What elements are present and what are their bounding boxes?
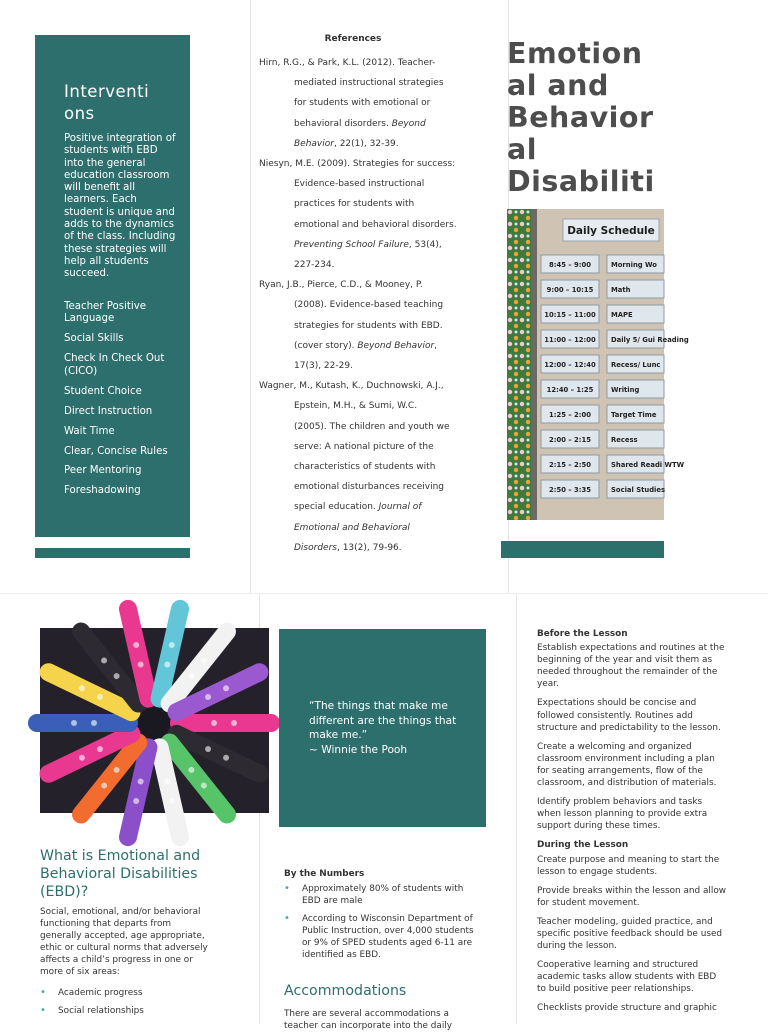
reference-line: (cover story). Beyond Behavior, bbox=[294, 340, 438, 351]
reference-line: Ryan, J.B., Pierce, C.D., & Mooney, P. bbox=[259, 280, 423, 291]
ebd-definition: Social, emotional, and/or behavioral functioning that departs from generally accepted, age appropriate, ethic or cultural norms that adversely affects a child’s progress in one or more of six areas: bbox=[40, 907, 208, 978]
reference-line: Epstein, M.H., & Sumi, W.C. bbox=[294, 401, 418, 412]
quote-text: “The things that make me different are the things that make me.” bbox=[309, 700, 457, 741]
reference-line: 17(3), 22-29. bbox=[294, 361, 353, 372]
intervention-item: Foreshadowing bbox=[64, 485, 141, 497]
reference-line: Evidence-based instructional bbox=[294, 179, 425, 190]
intervention-item: Direct Instruction bbox=[64, 405, 153, 417]
schedule-time: 12:40 – 1:25 bbox=[546, 386, 594, 394]
intervention-item: Clear, Concise Rules bbox=[64, 445, 168, 457]
before-lesson-heading: Before the Lesson bbox=[537, 629, 628, 639]
references-list bbox=[259, 53, 489, 558]
reference-line: emotional disturbances receiving bbox=[294, 482, 444, 493]
schedule-time: 2:00 – 2:15 bbox=[549, 436, 591, 444]
accommodations-text: There are several accommodations a teacher can incorporate into the daily bbox=[284, 1009, 453, 1032]
numbers-item: • Approximately 80% of students with EBD are male bbox=[284, 883, 474, 907]
interventions-list bbox=[64, 301, 184, 505]
reference-line: Disorders, 13(2), 79-96. bbox=[294, 542, 402, 553]
reference-line: (2005). The children and youth we bbox=[294, 421, 450, 432]
page-divider bbox=[0, 593, 768, 594]
reference-line: Niesyn, M.E. (2009). Strategies for success: bbox=[259, 159, 456, 170]
reference-line: for students with emotional or bbox=[294, 98, 431, 109]
reference-line: Emotional and Behavioral bbox=[294, 522, 410, 533]
schedule-activity: Math bbox=[611, 286, 631, 294]
schedule-time: 12:00 – 12:40 bbox=[544, 361, 596, 369]
ebd-area-item: • Social relationships bbox=[40, 1005, 230, 1017]
during-lesson-heading: During the Lesson bbox=[537, 840, 629, 851]
reference-entry bbox=[259, 376, 489, 558]
reference-line: mediated instructional strategies bbox=[294, 78, 444, 89]
quote-panel bbox=[279, 629, 486, 827]
teal-accent-bar bbox=[501, 541, 664, 558]
title-line: Emotion bbox=[507, 37, 643, 70]
schedule-time: 2:15 – 2:50 bbox=[549, 461, 591, 469]
references-section bbox=[259, 34, 489, 558]
schedule-time: 11:00 – 12:00 bbox=[544, 336, 596, 344]
before-lesson-item: Identify problem behaviors and tasks when lesson planning to provide extra support during these times. bbox=[537, 797, 708, 832]
lesson-section bbox=[537, 628, 727, 1022]
schedule-activity: Morning Wo bbox=[611, 261, 657, 269]
interventions-title: Interventi ons bbox=[64, 82, 150, 123]
interventions-panel bbox=[35, 35, 190, 537]
intervention-item: Wait Time bbox=[64, 425, 115, 437]
colorful-socks-photo bbox=[40, 628, 269, 813]
ebd-area-item: • Academic progress bbox=[40, 987, 230, 999]
title-line: al bbox=[507, 133, 538, 166]
title-line: Disabiliti bbox=[507, 165, 655, 198]
schedule-activity: Daily 5/ Gui Reading bbox=[611, 336, 689, 344]
during-lesson-item: Checklists provide structure and graphic bbox=[537, 1003, 717, 1014]
reference-line: emotional and behavioral disorders. bbox=[294, 219, 457, 230]
reference-line: Wagner, M., Kutash, K., Duchnowski, A.J., bbox=[259, 381, 444, 392]
reference-entry bbox=[259, 275, 489, 376]
numbers-heading: By the Numbers bbox=[284, 869, 365, 879]
intervention-item: Social Skills bbox=[64, 333, 124, 345]
schedule-time: 10:15 – 11:00 bbox=[544, 311, 596, 319]
ebd-heading: What is Emotional and Behavioral Disabilities (EBD)? bbox=[40, 848, 201, 900]
reference-line: Behavior, 22(1), 32-39. bbox=[294, 138, 399, 149]
brochure-title bbox=[507, 38, 667, 198]
schedule-time: 8:45 – 9:00 bbox=[549, 261, 591, 269]
during-lesson-list bbox=[537, 854, 727, 1015]
references-heading: References bbox=[324, 34, 382, 44]
page-fold-line bbox=[250, 0, 251, 593]
schedule-time: 1:25 – 2:00 bbox=[549, 411, 591, 419]
title-line: al and bbox=[507, 69, 609, 102]
reference-line: characteristics of students with bbox=[294, 462, 436, 473]
schedule-activity: Writing bbox=[611, 386, 640, 394]
interventions-intro: Positive integration of students with EBD into the general education classroom will benefit all learners. Each student is unique and adds to the dynamics of the class. Including these strategies will help all students succeed. bbox=[64, 133, 176, 280]
reference-line: serve: A national picture of the bbox=[294, 441, 434, 452]
schedule-activity: Recess/ Lunc bbox=[611, 361, 661, 369]
reference-line: Hirn, R.G., & Park, K.L. (2012). Teacher- bbox=[259, 58, 436, 68]
before-lesson-item: Create a welcoming and organized classroom environment including a plan for seating arrangements, flow of the classroom, and distribution of materials. bbox=[537, 741, 717, 789]
schedule-activity: Social Studies bbox=[611, 486, 666, 494]
during-lesson-item: Cooperative learning and structured academic tasks allow students with EBD to build positive peer relationships. bbox=[537, 960, 717, 995]
reference-line: (2008). Evidence-based teaching bbox=[294, 300, 444, 311]
schedule-activity: Recess bbox=[611, 436, 638, 444]
schedule-time: 2:50 – 3:35 bbox=[549, 486, 591, 494]
during-lesson-item: Create purpose and meaning to start the lesson to engage students. bbox=[537, 854, 720, 877]
numbers-item: • According to Wisconsin Department of Public Instruction, over 4,000 students or 9% of SPED students aged 6-11 are identified as EBD. bbox=[284, 913, 474, 961]
reference-line: strategies for students with EBD. bbox=[294, 320, 443, 331]
accommodations-heading: Accommodations bbox=[284, 983, 407, 999]
intervention-item: Student Choice bbox=[64, 385, 142, 397]
schedule-activity: Shared Readi WTW bbox=[611, 461, 685, 469]
reference-entry bbox=[259, 53, 489, 154]
reference-line: behavioral disorders. Beyond bbox=[294, 118, 426, 129]
schedule-heading: Daily Schedule bbox=[567, 225, 655, 237]
schedule-time: 9:00 – 10:15 bbox=[546, 286, 594, 294]
quote-author: ~ Winnie the Pooh bbox=[309, 743, 408, 756]
reference-line: Preventing School Failure, 53(4), bbox=[294, 239, 442, 250]
page-fold-line bbox=[516, 593, 517, 1024]
ebd-areas-list bbox=[40, 987, 230, 1023]
before-lesson-list bbox=[537, 642, 727, 832]
teal-accent-bar bbox=[35, 548, 190, 558]
before-lesson-item: Establish expectations and routines at the beginning of the year and visit them as needed throughout the remainder of the year. bbox=[537, 643, 725, 690]
during-lesson-item: Provide breaks within the lesson and allow for student movement. bbox=[537, 885, 727, 908]
reference-line: 227-234. bbox=[294, 260, 335, 271]
before-lesson-item: Expectations should be concise and followed consistently. Routines add structure and predictability to the lesson. bbox=[537, 698, 721, 733]
during-lesson-item: Teacher modeling, guided practice, and specific positive feedback should be used during the lesson. bbox=[537, 916, 723, 952]
numbers-list bbox=[284, 883, 474, 968]
reference-line: special education. Journal of bbox=[294, 502, 422, 513]
intervention-item: Peer Mentoring bbox=[64, 465, 142, 477]
schedule-activity: Target Time bbox=[611, 411, 657, 419]
intervention-item: Check In Check Out (CICO) bbox=[64, 353, 165, 377]
schedule-activity: MAPE bbox=[611, 311, 633, 319]
reference-line: practices for students with bbox=[294, 199, 415, 210]
daily-schedule-photo bbox=[507, 209, 689, 520]
title-line: Behavior bbox=[507, 101, 654, 134]
reference-entry bbox=[259, 154, 489, 275]
intervention-item: Teacher Positive Language bbox=[64, 301, 147, 325]
